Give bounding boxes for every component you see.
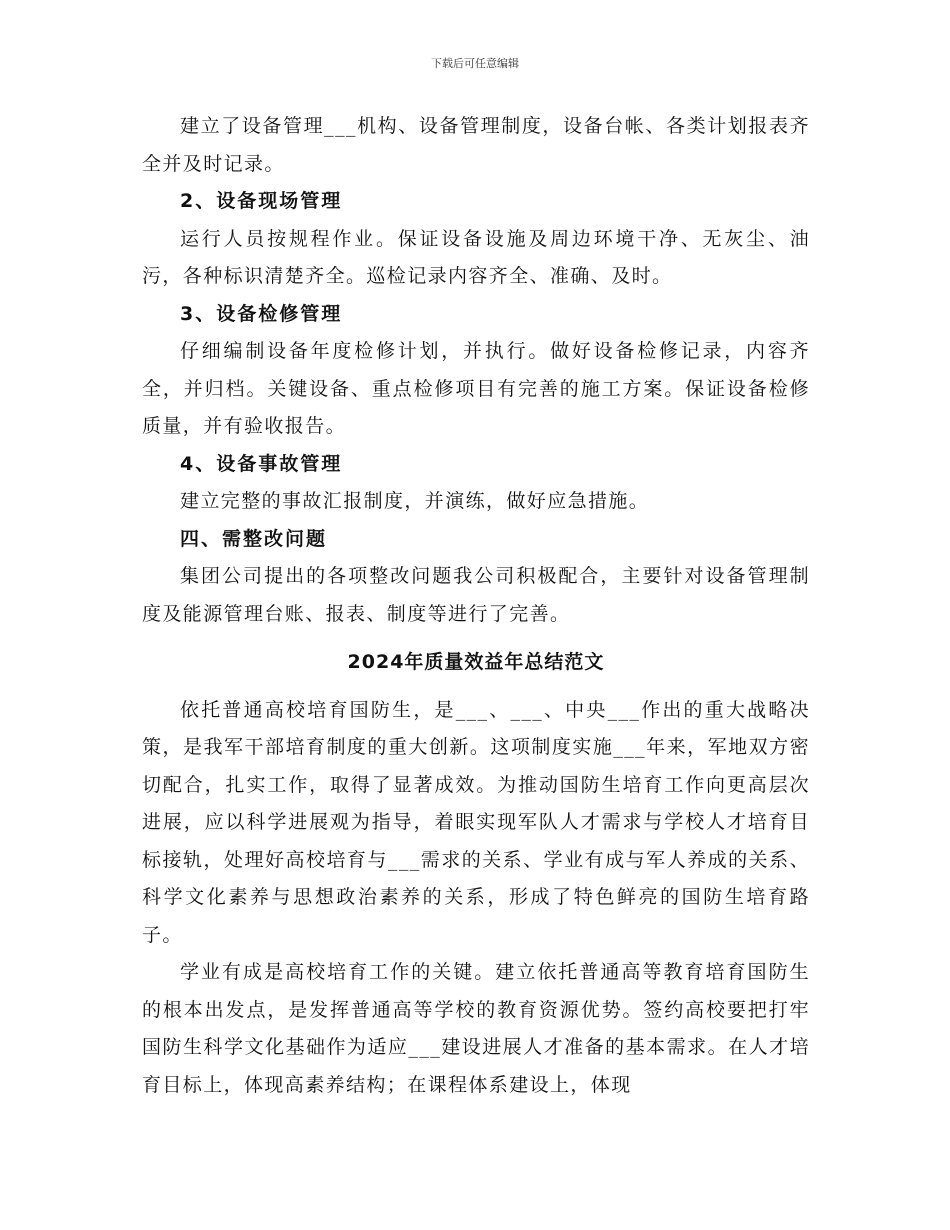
- paragraph-maintenance-management: 仔细编制设备年度检修计划，并执行。做好设备检修记录，内容齐全，并归档。关键设备、重点检修项目有完善的施工方案。保证设备检修质量，并有验收报告。: [142, 340, 810, 437]
- paragraph-defense-students: 依托普通高校培育国防生，是___、___、中央___作出的重大战略决策，是我军干部培育制度的重大创新。这项制度实施___年来，军地双方密切配合，扎实工作，取得了显著成效。为推动国防生培育工作向更高层次进展，应以科学进展观为指导，着眼实现军队人才需求与学校人才培育目标接轨，处理好高校培育与___需求的关系、学业有成与军人养成的关系、科学文化素养与思想政治素养的关系，形成了特色鲜亮的国防生培育路子。: [142, 698, 810, 946]
- paragraph-rectification: 集团公司提出的各项整改问题我公司积极配合，主要针对设备管理制度及能源管理台账、报表、制度等进行了完善。: [142, 565, 810, 625]
- article-title: 2024年质量效益年总结范文: [347, 651, 605, 673]
- document-body: [142, 108, 810, 1104]
- paragraph-academic-success: 学业有成是高校培育工作的关键。建立依托普通高等教育培育国防生的根本出发点，是发挥普通高等学校的教育资源优势。签约高校要把打牢国防生科学文化基础作为适应___建设进展人才准备的基本需求。在人才培育目标上，体现高素养结构；在课程体系建设上，体现: [142, 961, 810, 1096]
- heading-accident-management: 4、设备事故管理: [180, 452, 343, 475]
- heading-site-management: 2、设备现场管理: [180, 190, 343, 212]
- page-header: 下载后可任意编辑: [431, 57, 519, 70]
- heading-rectification: 四、需整改问题: [180, 527, 328, 550]
- heading-maintenance-management: 3、设备检修管理: [180, 302, 343, 325]
- paragraph-accident-management: 建立完整的事故汇报制度，并演练，做好应急措施。: [180, 490, 650, 512]
- paragraph-equipment-org: 建立了设备管理___机构、设备管理制度，设备台帐、各类计划报表齐全并及时记录。: [142, 115, 810, 175]
- paragraph-site-management: 运行人员按规程作业。保证设备设施及周边环境干净、无灰尘、油污，各种标识清楚齐全。巡检记录内容齐全、准确、及时。: [142, 227, 810, 287]
